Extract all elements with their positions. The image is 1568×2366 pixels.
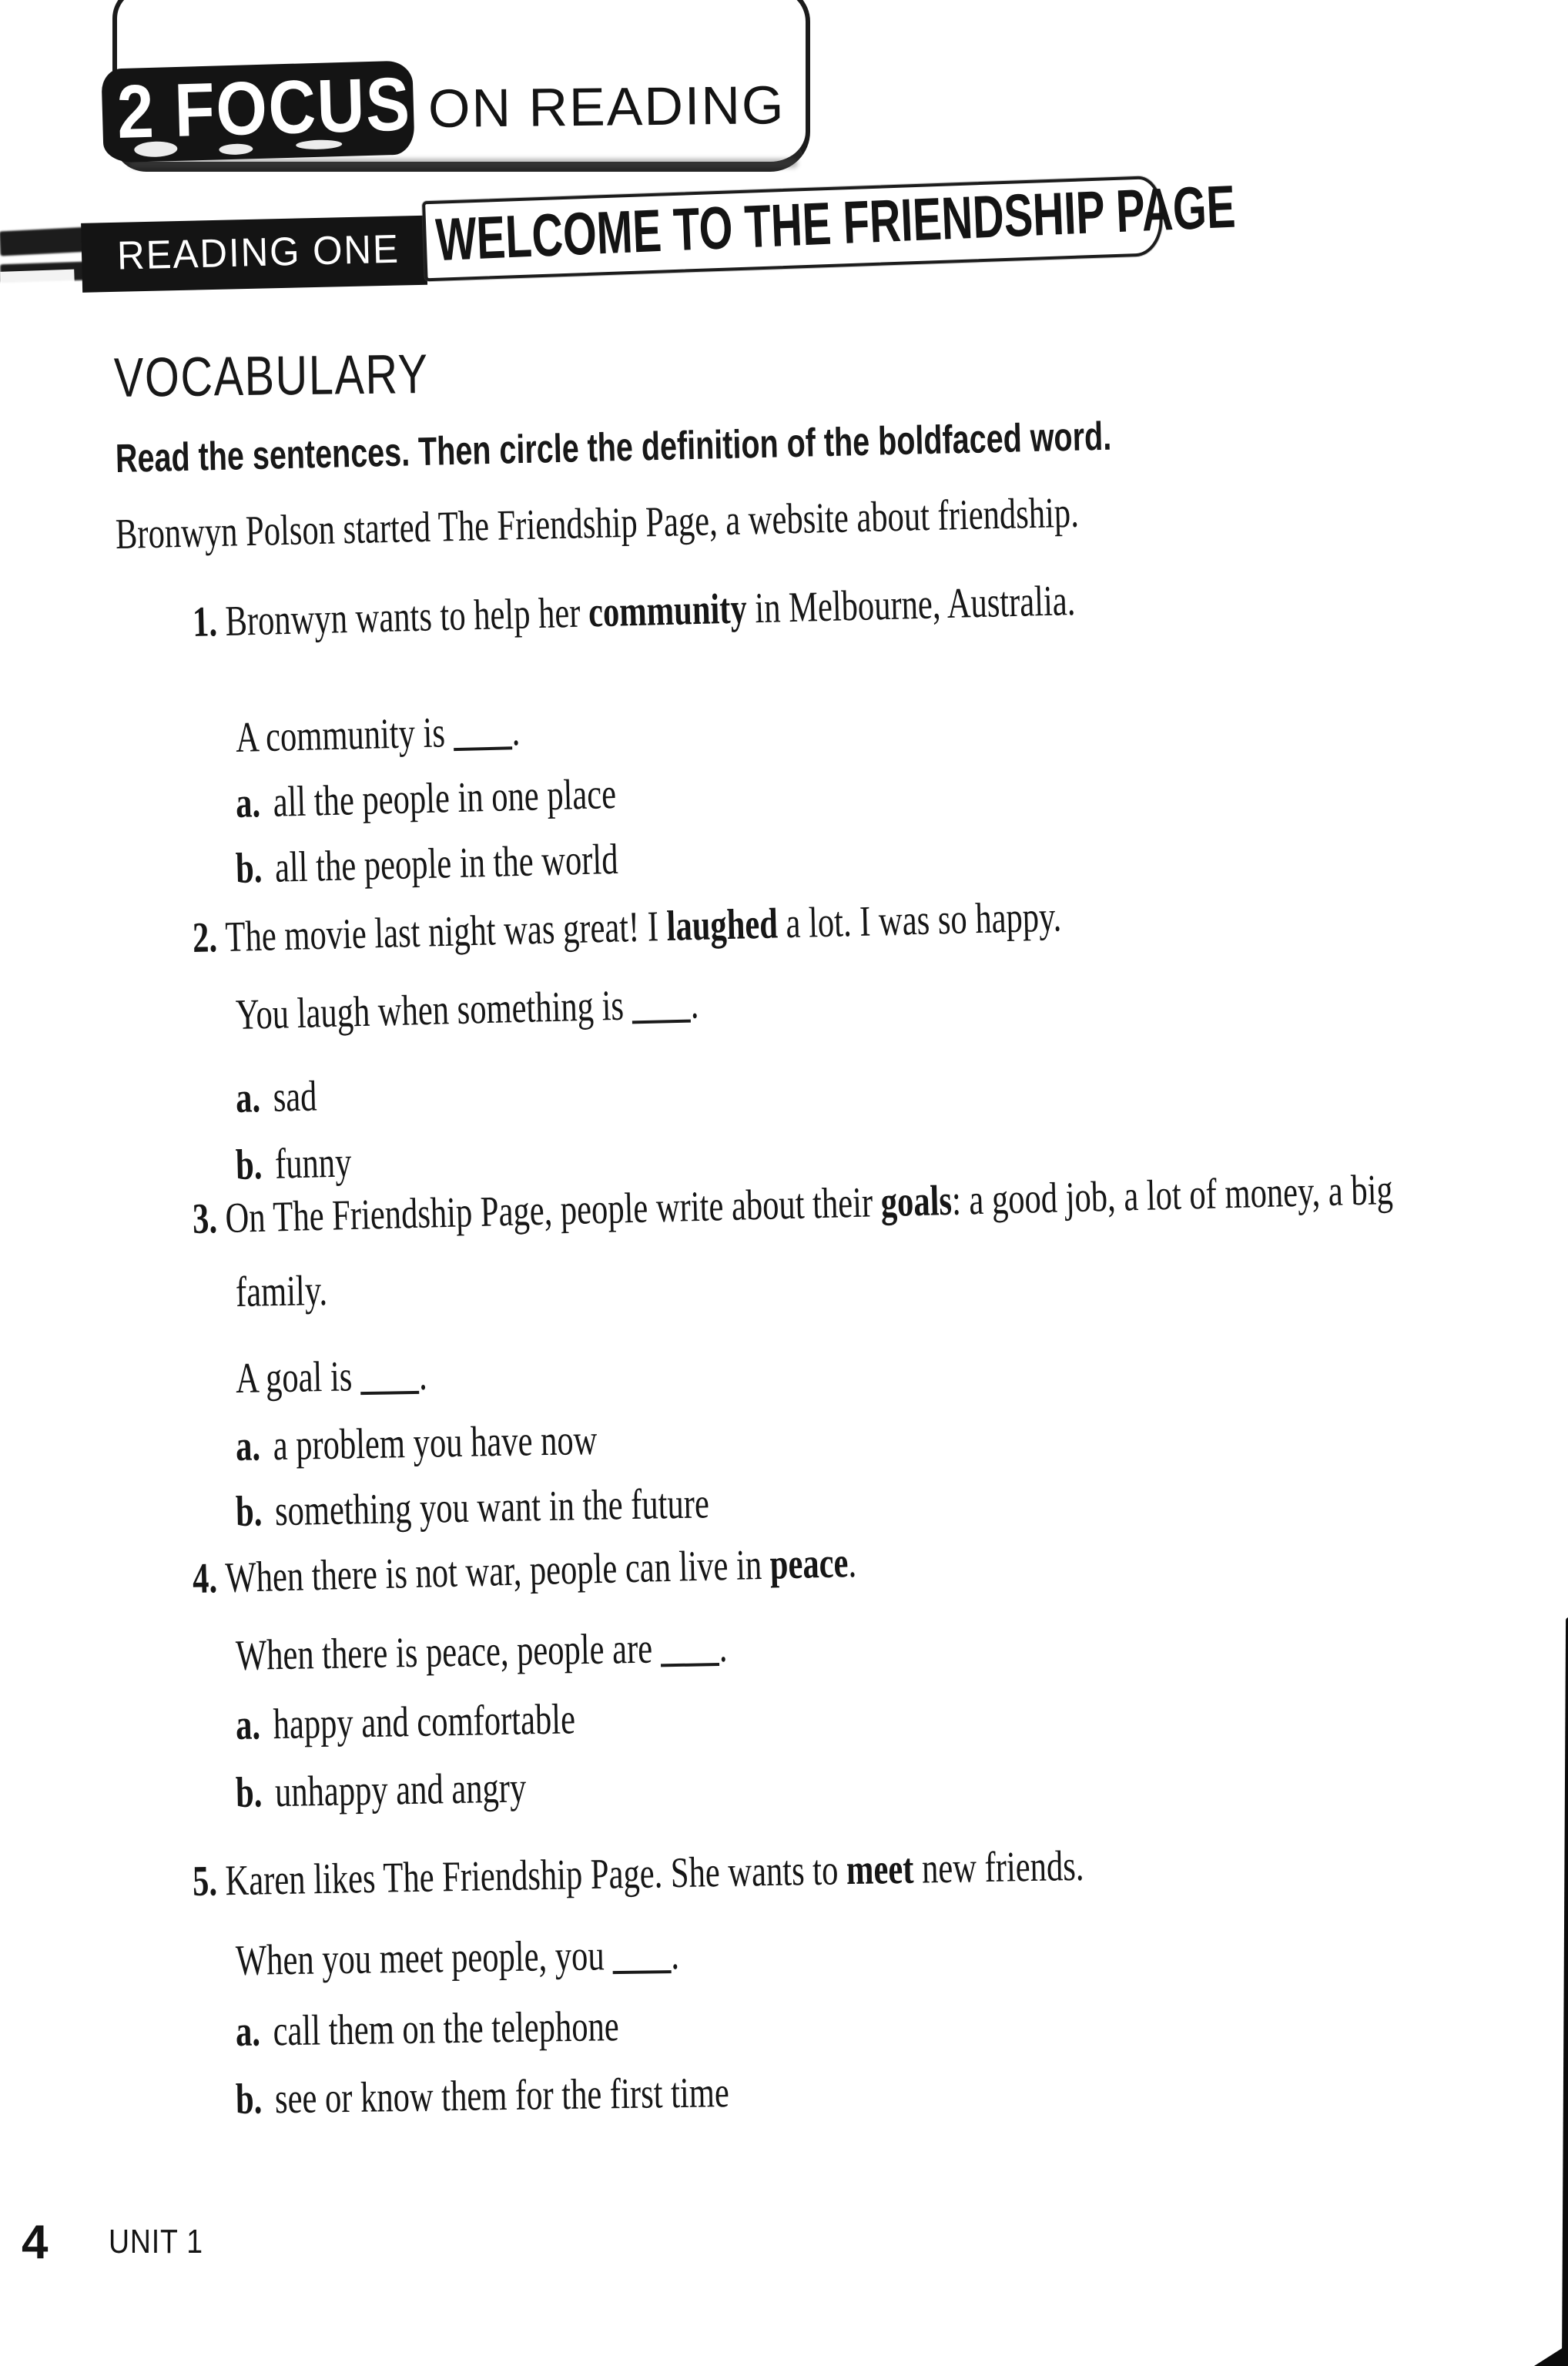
prompt-period: . <box>511 706 521 756</box>
answer-blank <box>632 1010 691 1024</box>
option-text: unhappy and angry <box>274 1764 527 1817</box>
banner-kicker: READING ONE <box>116 226 400 279</box>
question-number: 5. <box>192 1857 218 1905</box>
definition-prompt <box>235 1351 427 1403</box>
option-text: all the people in one place <box>272 769 617 826</box>
prompt-period: . <box>719 1623 728 1672</box>
option-text: all the people in the world <box>274 835 619 892</box>
ink-smudge <box>129 159 798 168</box>
option-a <box>235 1416 597 1471</box>
option-a <box>236 2002 620 2056</box>
option-label: a. <box>235 1422 261 1470</box>
sentence-pre: Karen likes The Friendship Page. She wants to <box>225 1846 847 1905</box>
option-text: happy and comfortable <box>273 1695 576 1749</box>
boldfaced-word: goals <box>879 1176 953 1227</box>
option-label: a. <box>235 1074 261 1122</box>
option-b <box>235 1138 352 1190</box>
sentence-pre: On The Friendship Page, people write about their <box>224 1178 882 1242</box>
answer-blank <box>454 737 512 751</box>
question-sentence <box>192 892 1062 963</box>
sentence-post: a lot. I was so happy. <box>777 893 1062 948</box>
question-number: 2. <box>192 913 218 962</box>
scan-edge-line <box>1562 1617 1568 2366</box>
option-label: a. <box>235 779 261 827</box>
unit-label: UNIT 1 <box>109 2223 203 2260</box>
option-text: sad <box>272 1072 318 1121</box>
answer-blank <box>612 1961 671 1974</box>
option-text: call them on the telephone <box>273 2002 620 2056</box>
question-number: 3. <box>192 1195 218 1243</box>
unit-number: 2 <box>116 68 156 154</box>
option-a <box>235 769 617 828</box>
prompt-text: A goal is <box>235 1352 353 1403</box>
option-b <box>236 2068 730 2124</box>
question-sentence <box>192 1538 857 1604</box>
option-label: b. <box>235 1487 263 1536</box>
sentence-post: new friends. <box>913 1842 1084 1893</box>
prompt-text: A community is <box>235 709 446 762</box>
context-sentence: Bronwyn Polson started The Friendship Page, a website about friendship. <box>115 488 1080 558</box>
question-sentence <box>192 1165 1393 1244</box>
boldfaced-word: community <box>588 585 748 637</box>
sentence-post: in Melbourne, Australia. <box>745 576 1077 633</box>
sentence-post: . <box>847 1538 857 1587</box>
answer-blank <box>661 1654 719 1667</box>
banner-title: WELCOME TO THE FRIENDSHIP PAGE <box>434 172 1237 274</box>
prompt-text: When there is peace, people are <box>235 1624 653 1680</box>
option-text: a problem you have now <box>273 1416 598 1470</box>
sentence-pre: When there is not war, people can live in <box>224 1540 771 1602</box>
option-a <box>235 1071 317 1123</box>
focus-word: FOCUS <box>173 61 413 152</box>
unit-focus-title <box>116 58 412 157</box>
page-number: 4 <box>22 2216 49 2269</box>
option-b <box>235 1479 709 1537</box>
question-sentence-line2: family. <box>235 1266 328 1316</box>
option-text: something you want in the future <box>274 1480 710 1536</box>
section-heading: VOCABULARY <box>113 344 430 409</box>
exercise-instructions: Read the sentences. Then circle the definition of the boldfaced word. <box>115 414 1112 481</box>
option-label: a. <box>235 1701 261 1749</box>
question-number: 1. <box>192 598 218 646</box>
prompt-period: . <box>689 980 699 1028</box>
option-b <box>235 835 618 893</box>
definition-prompt <box>236 1930 680 1986</box>
sentence-pre: Bronwyn wants to help her <box>224 588 589 645</box>
question-sentence <box>192 576 1076 647</box>
banner-tail-gap <box>0 270 75 289</box>
prompt-text: When you meet people, you <box>235 1932 605 1985</box>
sentence-pre: The movie last night was great! I <box>224 902 668 961</box>
option-a <box>235 1694 575 1750</box>
prompt-period: . <box>418 1351 428 1399</box>
focus-tagline: ON READING <box>427 75 786 139</box>
boldfaced-word: meet <box>846 1845 914 1895</box>
option-label: a. <box>235 2007 261 2056</box>
reading-banner <box>0 172 1237 297</box>
question-number: 4. <box>192 1554 218 1603</box>
sentence-post: : a good job, a lot of money, a big <box>951 1165 1394 1225</box>
boldfaced-word: peace <box>769 1539 849 1589</box>
prompt-period: . <box>670 1930 680 1979</box>
definition-prompt <box>235 706 521 762</box>
option-b <box>235 1763 526 1818</box>
boldfaced-word: laughed <box>665 900 779 950</box>
definition-prompt <box>235 979 699 1040</box>
option-label: b. <box>235 2075 263 2123</box>
answer-blank <box>360 1382 419 1395</box>
option-label: b. <box>235 844 263 893</box>
option-label: b. <box>235 1768 263 1817</box>
option-text: funny <box>274 1138 353 1188</box>
prompt-text: You laugh when something is <box>235 981 625 1039</box>
option-text: see or know them for the first time <box>274 2069 730 2123</box>
definition-prompt <box>235 1623 727 1681</box>
question-sentence <box>192 1842 1084 1906</box>
option-label: b. <box>235 1141 263 1189</box>
